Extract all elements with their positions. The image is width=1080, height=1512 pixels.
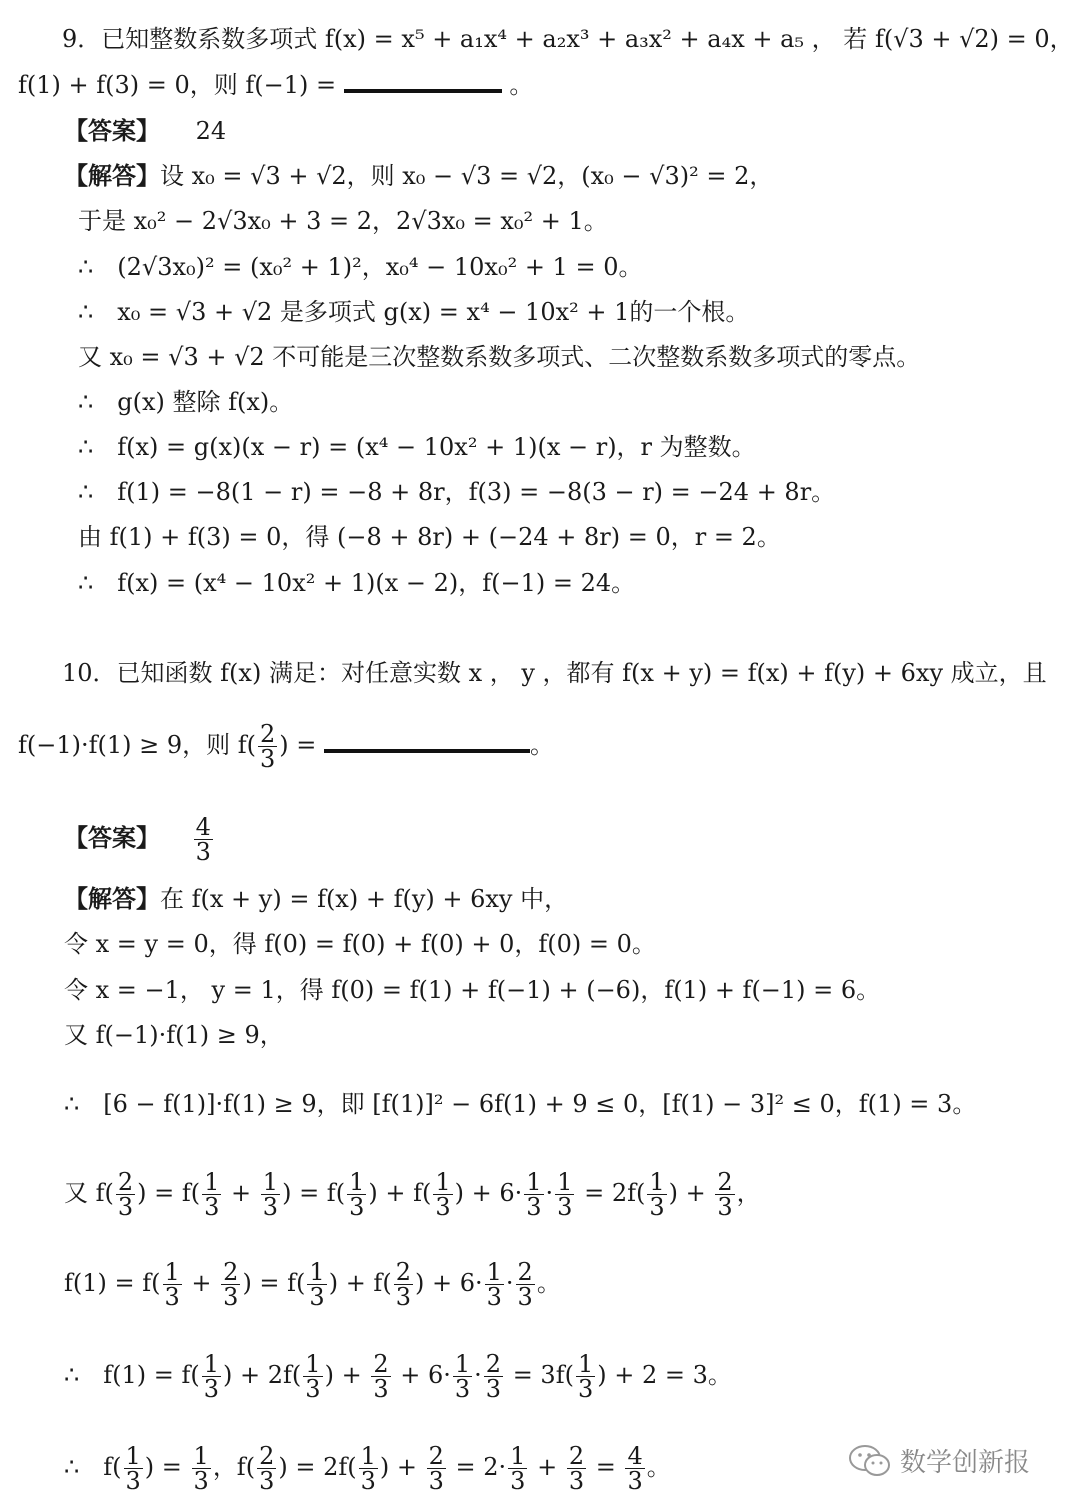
problem10-answer <box>64 815 215 864</box>
fraction: $\frac{4}{3}$ <box>627 1442 643 1495</box>
problem10-stem-text: f(−1)·f(1) ≥ 9，则 f( <box>18 731 257 759</box>
problem9-solution-line-0 <box>64 159 773 193</box>
problem9-solution-line-2: ∴ (2√3x₀)² = (x₀² + 1)²，x₀⁴ − 10x₀² + 1 = 0。 <box>78 253 643 281</box>
problem10-stem-eq: ) = <box>279 731 317 759</box>
answer-label: 【答案】 <box>64 823 160 852</box>
watermark <box>848 1442 1030 1479</box>
answer-label: 【答案】 <box>64 116 160 145</box>
fraction: $\frac{1}{3}$ <box>349 1168 365 1221</box>
problem9-solution-line-9: ∴ f(x) = (x⁴ − 10x² + 1)(x − 2)，f(−1) = 24。 <box>78 569 636 597</box>
fraction: $\frac{1}{3}$ <box>309 1258 325 1311</box>
problem9-solution-line-4: 又 x₀ = √3 + √2 不可能是三次整数系数多项式、二次整数系数多项式的零点。 <box>78 343 921 371</box>
problem9-answer <box>64 114 226 148</box>
fraction: $\frac{2}{3}$ <box>717 1168 733 1221</box>
fraction: $\frac{2}{3}$ <box>223 1258 239 1311</box>
problem10-frac-line-2: f(1) = f( $\frac{1}{3}$ + $\frac{2}{3}$ ) = f( $\frac{1}{3}$ ) + f( $\frac{2}{3}$ ) + 6· $\frac{1}{3}$ · $\frac{2}{3}$ 。 <box>64 1258 561 1311</box>
problem10-solution-line-4: ∴ [6 − f(1)]·f(1) ≥ 9，即 [f(1)]² − 6f(1) + 9 ≤ 0，[f(1) − 3]² ≤ 0，f(1) = 3。 <box>64 1090 977 1118</box>
problem9-stem-line2 <box>18 68 533 102</box>
fraction: $\frac{1}{3}$ <box>557 1168 573 1221</box>
fraction: $\frac{1}{3}$ <box>262 1168 279 1221</box>
fraction: $\frac{2}{3}$ <box>395 1258 411 1311</box>
fraction: $\frac{1}{3}$ <box>305 1350 321 1403</box>
fraction: $\frac{2}{3}$ <box>568 1442 585 1495</box>
solution-label: 【解答】 <box>64 884 160 913</box>
fraction: $\frac{2}{3}$ <box>259 1442 275 1495</box>
answer-blank <box>344 89 502 93</box>
problem10-solution-line-3: 又 f(−1)·f(1) ≥ 9， <box>64 1021 284 1049</box>
answer-blank <box>324 749 530 753</box>
wechat-icon <box>848 1444 892 1478</box>
fraction: $\frac{1}{3}$ <box>510 1442 526 1495</box>
solution-text: 设 x₀ = √3 + √2，则 x₀ − √3 = √2，(x₀ − √3)² = 2， <box>160 162 774 190</box>
fraction: $\frac{1}{3}$ <box>193 1442 209 1495</box>
problem9-stem-text: f(1) + f(3) = 0，则 f(−1) = <box>18 71 337 99</box>
solution-label: 【解答】 <box>64 161 160 190</box>
problem9-solution-line-8: 由 f(1) + f(3) = 0，得 (−8 + 8r) + (−24 + 8r) = 0，r = 2。 <box>78 523 781 551</box>
problem9-stem-line1: 9．已知整数系数多项式 f(x) = x⁵ + a₁x⁴ + a₂x³ + a₃x² + a₄x + a₅ ， 若 f(√3 + √2) = 0， <box>62 25 1074 53</box>
watermark-text: 数学创新报 <box>900 1448 1031 1478</box>
problem9-solution-line-7: ∴ f(1) = −8(1 − r) = −8 + 8r，f(3) = −8(3 − r) = −24 + 8r。 <box>78 478 836 506</box>
fraction: $\frac{1}{3}$ <box>486 1258 502 1311</box>
fraction: $\frac{1}{3}$ <box>577 1350 594 1403</box>
problem10-solution-line-0 <box>64 882 568 916</box>
fraction: $\frac{1}{3}$ <box>360 1442 376 1495</box>
problem9-solution-line-1: 于是 x₀² − 2√3x₀ + 3 = 2，2√3x₀ = x₀² + 1。 <box>78 207 608 235</box>
answer-value: 24 <box>195 117 227 145</box>
fraction: $\frac{2}{3}$ <box>260 720 276 773</box>
fraction: $\frac{1}{3}$ <box>649 1168 665 1221</box>
fraction: $\frac{1}{3}$ <box>204 1168 220 1221</box>
fraction: $\frac{1}{3}$ <box>125 1442 141 1495</box>
problem10-solution-line-2: 令 x = −1， y = 1，得 f(0) = f(1) + f(−1) + (−6)，f(1) + f(−1) = 6。 <box>64 976 881 1004</box>
problem10-stem-line2 <box>18 722 554 771</box>
problem10-stem-line1: 10．已知函数 f(x) 满足：对任意实数 x ， y ，都有 f(x + y) = f(x) + f(y) + 6xy 成立，且 <box>62 659 1047 687</box>
fraction: $\frac{2}{3}$ <box>428 1442 444 1495</box>
fraction: $\frac{1}{3}$ <box>435 1168 451 1221</box>
problem9-solution-line-6: ∴ f(x) = g(x)(x − r) = (x⁴ − 10x² + 1)(x − r)，r 为整数。 <box>78 433 756 461</box>
solution-text: 在 f(x + y) = f(x) + f(y) + 6xy 中， <box>160 885 569 913</box>
problem9-solution-line-5: ∴ g(x) 整除 f(x)。 <box>78 388 294 416</box>
fraction: $\frac{2}{3}$ <box>485 1350 502 1403</box>
fraction: $\frac{2}{3}$ <box>373 1350 389 1403</box>
problem10-solution-line-1: 令 x = y = 0，得 f(0) = f(0) + f(0) + 0，f(0) = 0。 <box>64 930 656 958</box>
fraction: $\frac{1}{3}$ <box>454 1350 471 1403</box>
fraction: $\frac{1}{3}$ <box>203 1350 220 1403</box>
fraction: $\frac{1}{3}$ <box>164 1258 180 1311</box>
problem9-stem-end: 。 <box>509 71 534 99</box>
fraction: $\frac{1}{3}$ <box>526 1168 542 1221</box>
problem10-frac-line-1: 又 f( $\frac{2}{3}$ ) = f( $\frac{1}{3}$ + $\frac{1}{3}$ ) = f( $\frac{1}{3}$ ) + f( $\frac{1}{3}$ ) + 6· $\frac{1}{3}$ · $\frac{1}{3}$ = 2f( $\frac{1}{3}$ ) + $\frac{2}{3}$ ， <box>64 1168 761 1221</box>
answer-fraction: $\frac{4}{3}$ <box>195 813 211 866</box>
problem10-frac-line-4: ∴ f( $\frac{1}{3}$ ) = $\frac{1}{3}$ ，f( $\frac{2}{3}$ ) = 2f( $\frac{1}{3}$ ) + $\frac{2}{3}$ = 2· $\frac{1}{3}$ + $\frac{2}{3}$ = $\frac{4}{3}$ 。 <box>64 1442 671 1495</box>
problem10-stem-end: 。 <box>530 731 555 759</box>
fraction: $\frac{2}{3}$ <box>517 1258 533 1311</box>
fraction: $\frac{2}{3}$ <box>117 1168 134 1221</box>
problem10-frac-line-3: ∴ f(1) = f( $\frac{1}{3}$ ) + 2f( $\frac{1}{3}$ ) + $\frac{2}{3}$ + 6· $\frac{1}{3}$ · $\frac{2}{3}$ = 3f( $\frac{1}{3}$ ) + 2 = 3。 <box>64 1350 732 1403</box>
problem9-solution-line-3: ∴ x₀ = √3 + √2 是多项式 g(x) = x⁴ − 10x² + 1的一个根。 <box>78 298 750 326</box>
